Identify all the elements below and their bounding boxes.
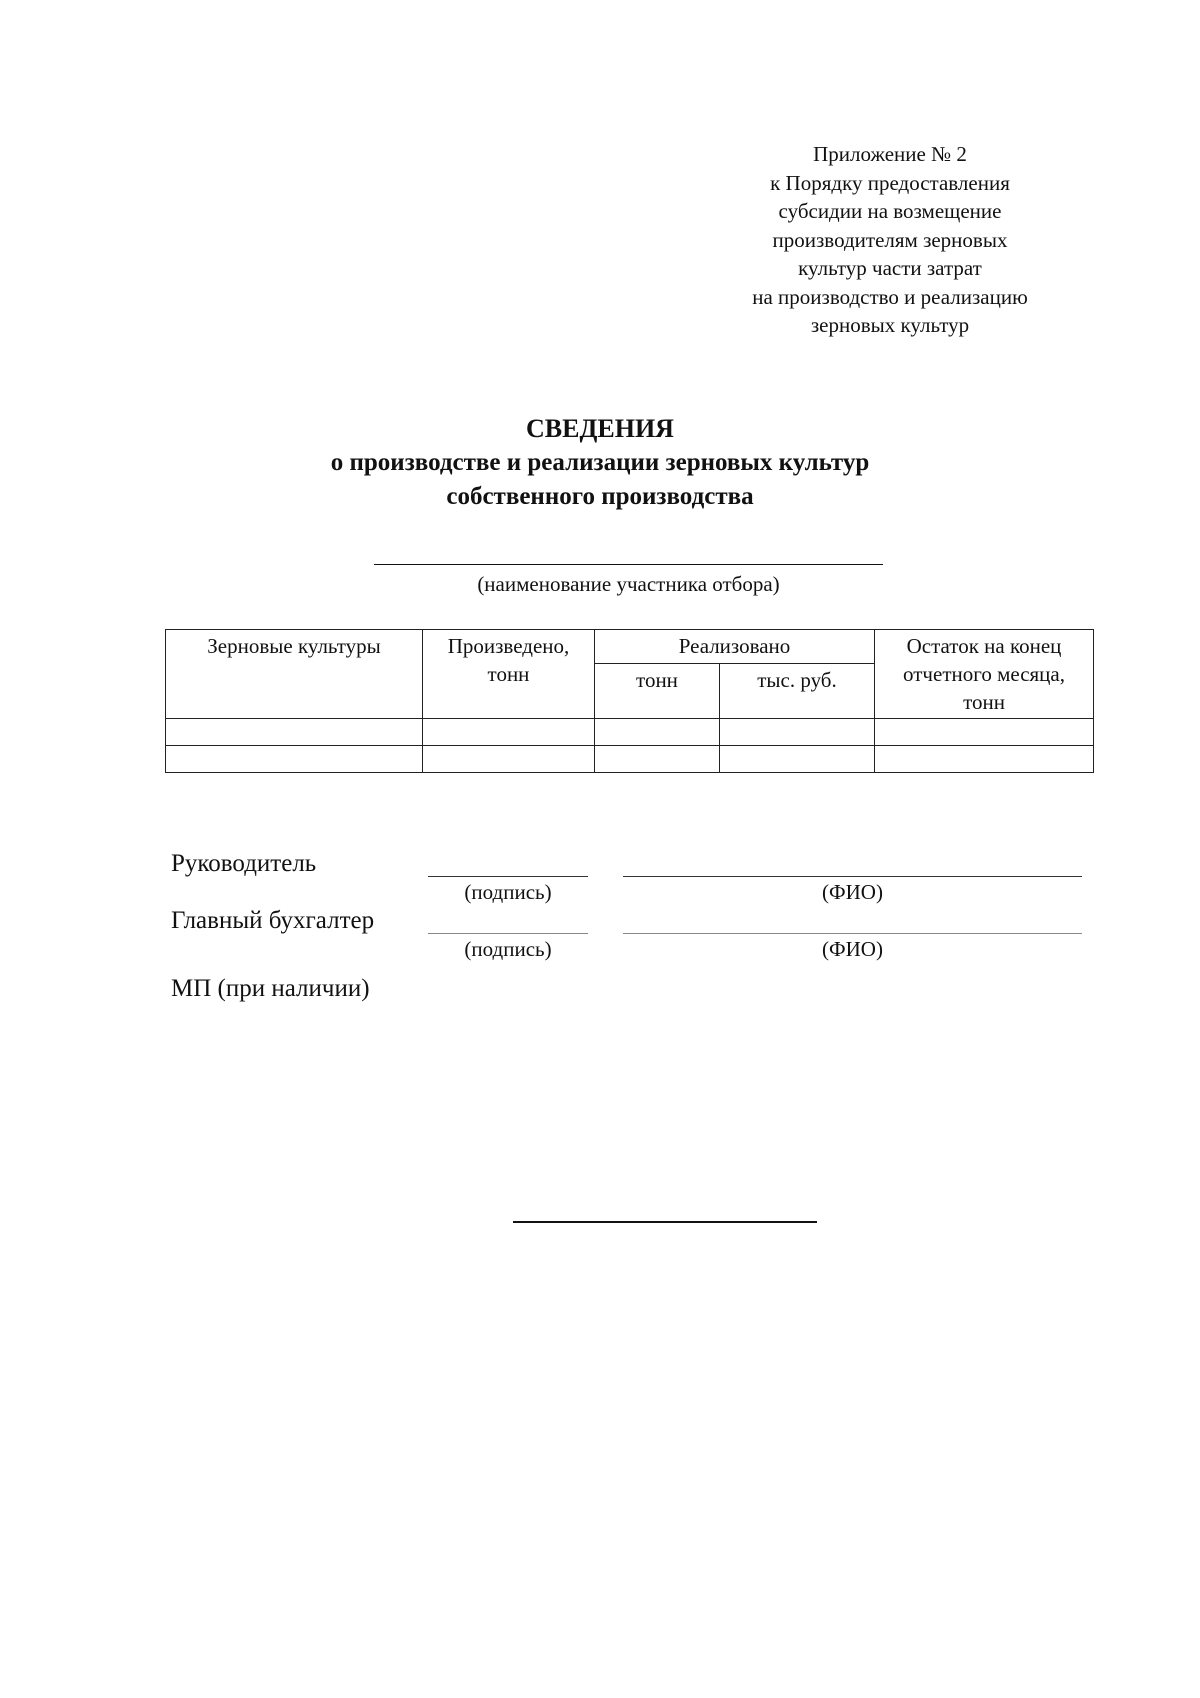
- table-cell[interactable]: [595, 746, 720, 773]
- table-header-row: [166, 630, 1094, 664]
- accountant-signature-line[interactable]: [428, 933, 588, 934]
- head-signature-caption: (подпись): [464, 880, 552, 904]
- table-cell[interactable]: [423, 746, 595, 773]
- appendix-line: производителям зерновых: [772, 227, 1008, 252]
- head-signature-line[interactable]: [428, 876, 588, 877]
- header-remain-line: отчетного месяца,: [903, 662, 1065, 686]
- header-remain: [875, 630, 1094, 719]
- header-produced-line: Произведено,: [447, 634, 570, 658]
- accountant-name-caption: (ФИО): [822, 937, 883, 961]
- table-cell[interactable]: [166, 746, 423, 773]
- table-cell[interactable]: [720, 719, 875, 746]
- table-cell[interactable]: [595, 719, 720, 746]
- table-row: [166, 746, 1094, 773]
- participant-caption: (наименование участника отбора): [477, 572, 780, 596]
- head-label: Руководитель: [171, 850, 317, 877]
- stamp-label: МП (при наличии): [171, 975, 370, 1002]
- table-cell[interactable]: [166, 719, 423, 746]
- appendix-line: к Порядку предоставления: [770, 170, 1010, 195]
- header-sold-rub: тыс. руб.: [720, 664, 875, 719]
- table-cell[interactable]: [875, 719, 1094, 746]
- table-cell[interactable]: [875, 746, 1094, 773]
- table-row: [166, 719, 1094, 746]
- footer-divider: [513, 1221, 817, 1223]
- header-produced-unit: тонн: [487, 662, 530, 686]
- head-name-line[interactable]: [623, 876, 1082, 877]
- accountant-signature-caption: (подпись): [464, 937, 552, 961]
- document-title: [0, 412, 1200, 514]
- accountant-name-line[interactable]: [623, 933, 1082, 934]
- appendix-line: культур части затрат: [798, 256, 982, 280]
- title-line-3: собственного производства: [446, 483, 754, 510]
- title-main: СВЕДЕНИЯ: [526, 414, 674, 443]
- production-table: [165, 629, 1094, 773]
- header-sold: Реализовано: [595, 630, 875, 664]
- header-produced: [423, 630, 595, 719]
- head-name-caption: (ФИО): [822, 880, 883, 904]
- appendix-header: [700, 140, 1080, 340]
- header-crops: Зерновые культуры: [166, 630, 423, 719]
- appendix-line: субсидии на возмещение: [778, 199, 1002, 223]
- appendix-line: зерновых культур: [810, 313, 970, 337]
- table-cell[interactable]: [720, 746, 875, 773]
- accountant-label: Главный бухгалтер: [171, 907, 375, 934]
- header-remain-line: Остаток на конец: [906, 634, 1062, 658]
- appendix-line: на производство и реализацию: [752, 284, 1028, 309]
- appendix-line: Приложение № 2: [813, 142, 967, 166]
- header-remain-unit: тонн: [963, 690, 1005, 714]
- table-cell[interactable]: [423, 719, 595, 746]
- participant-name-field[interactable]: [374, 564, 883, 565]
- title-line-2: о производстве и реализации зерновых культур: [330, 449, 870, 476]
- header-sold-tons: тонн: [595, 664, 720, 719]
